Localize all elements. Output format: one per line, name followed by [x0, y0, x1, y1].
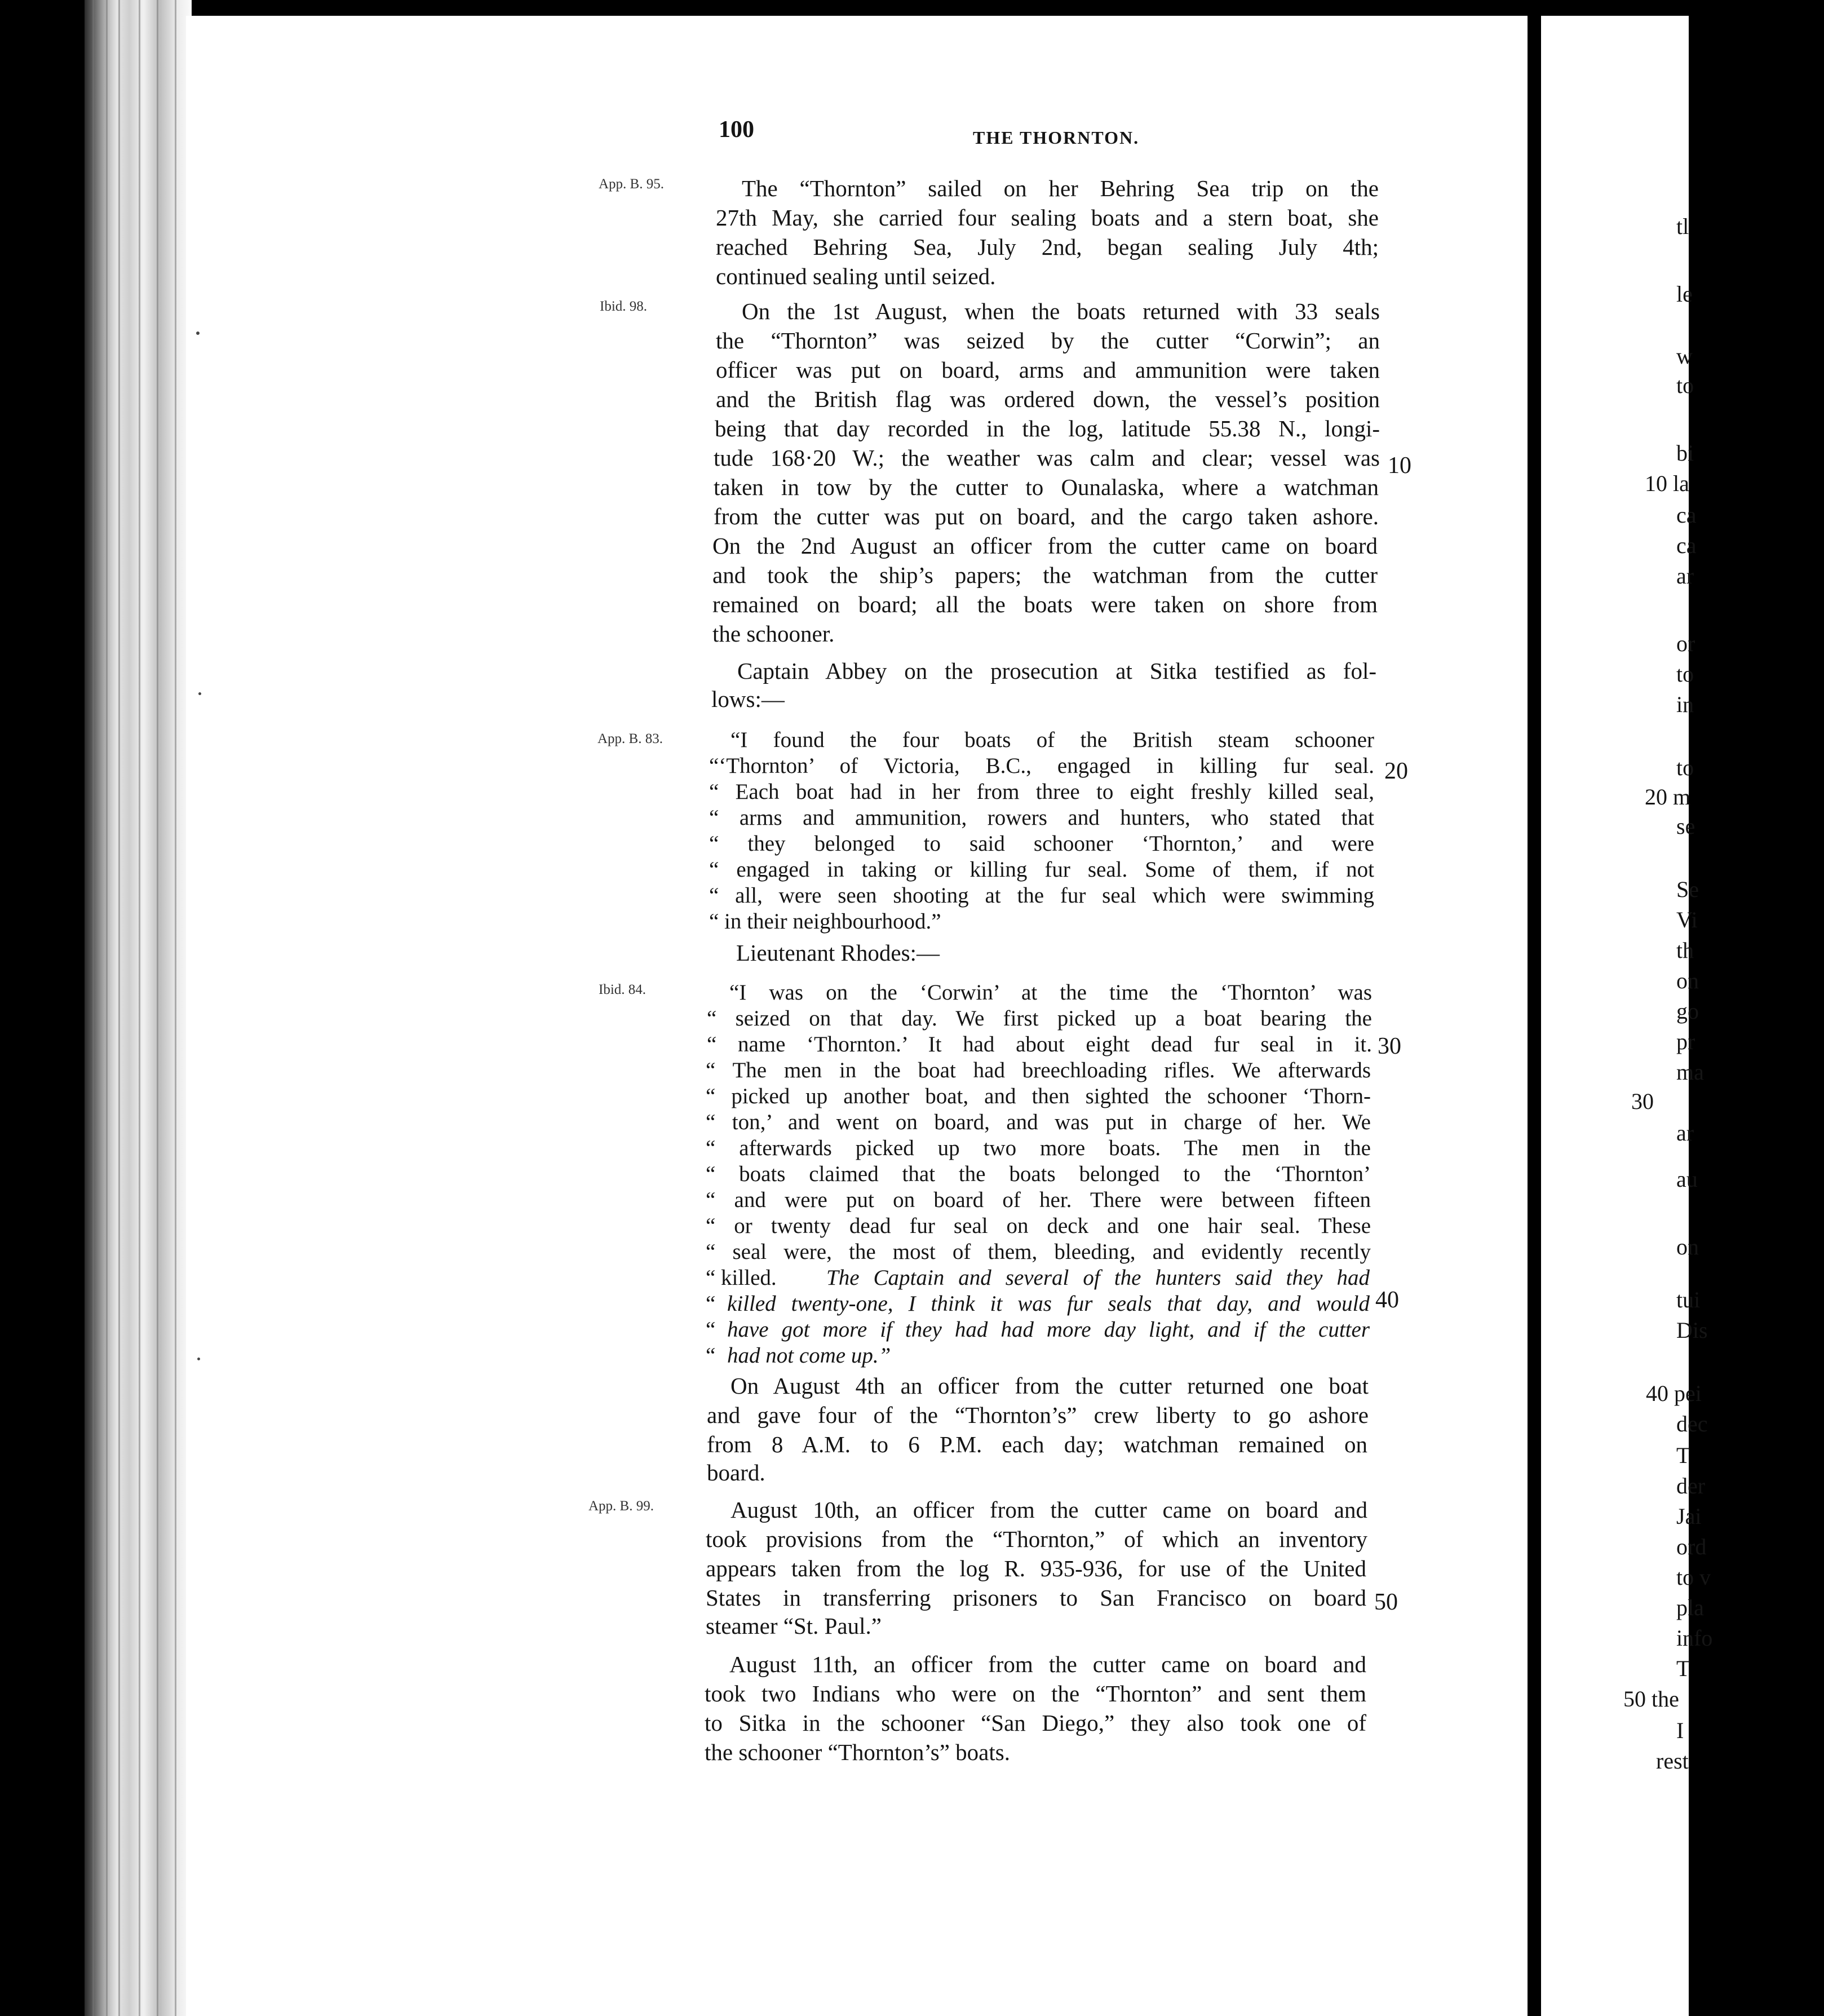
right-page-line: ma: [1676, 1059, 1704, 1085]
margin-ref: Ibid. 84.: [599, 982, 647, 997]
text-line: tude 168·20 W.; the weather was calm and clear; vessel was: [714, 445, 1380, 471]
text-line: the schooner.: [712, 621, 835, 647]
text-line: continued sealing until seized.: [716, 263, 996, 289]
right-page-line: in: [1676, 692, 1694, 717]
right-page-line: se: [1676, 814, 1695, 839]
text-line: and the British flag was ordered down, the vessel’s position: [716, 386, 1380, 412]
right-page-line: ca: [1676, 533, 1697, 558]
right-page-line: rest: [1656, 1748, 1689, 1774]
right-page-line: I: [1676, 1718, 1684, 1743]
text-line: to Sitka in the schooner “San Diego,” they also took one of: [705, 1710, 1366, 1736]
right-page-line: w: [1676, 343, 1693, 369]
quote-mark: “: [706, 1292, 716, 1316]
page-number: 100: [719, 117, 754, 143]
quote-line: “I was on the ‘Corwin’ at the time the ‘Thornton’ was: [729, 980, 1372, 1005]
right-page-line: ca: [1676, 502, 1697, 528]
right-page-line: der: [1676, 1473, 1706, 1498]
right-page-line: 40 pei: [1646, 1381, 1702, 1406]
right-page-line: Vi: [1676, 907, 1698, 932]
quote-line: “‘Thornton’ of Victoria, B.C., engaged in killing fur seal.: [709, 754, 1374, 778]
quote-mark: “: [706, 1318, 716, 1342]
right-page-line: T: [1676, 1443, 1690, 1468]
right-page-line: tui: [1676, 1287, 1701, 1312]
right-page-line: on: [1676, 968, 1699, 993]
text-line: being that day recorded in the log, latitude 55.38 N., longi-: [715, 415, 1380, 441]
text-line: The “Thornton” sailed on her Behring Sea trip on the: [742, 175, 1379, 201]
quote-line: “ boats claimed that the boats belonged to the ‘Thornton’: [706, 1162, 1371, 1186]
right-page-line: dec: [1676, 1411, 1708, 1436]
quote-line-italic: The Captain and several of the hunters said they had: [826, 1266, 1370, 1290]
text-line: On the 1st August, when the boats returned with 33 seals: [742, 298, 1380, 324]
binding-speck: [198, 692, 201, 695]
text-line: board.: [707, 1460, 765, 1486]
quote-line: “ all, were seen shooting at the fur seal which were swimming: [709, 883, 1374, 908]
text-line: taken in tow by the cutter to Ounalaska, where a watchman: [714, 474, 1379, 500]
text-line: lows:—: [711, 686, 785, 712]
right-page-line: pr: [1676, 1029, 1695, 1054]
text-line: On the 2nd August an officer from the cutter came on board: [712, 533, 1378, 559]
right-page-line: to: [1676, 755, 1694, 780]
quote-line: “ killed.: [706, 1266, 777, 1290]
right-page-line: 30: [1631, 1089, 1654, 1114]
right-page-line: 10 la: [1645, 471, 1689, 496]
text-line: steamer “St. Paul.”: [706, 1613, 882, 1639]
right-page-line: th: [1676, 938, 1694, 963]
quote-line: “ and were put on board of her. There were between fifteen: [706, 1188, 1371, 1212]
right-page-line: on: [1676, 1234, 1699, 1259]
quote-line-italic: have got more if they had had more day light, and if the cutter: [727, 1318, 1370, 1342]
quote-line: “ name ‘Thornton.’ It had about eight dead fur seal in it.: [707, 1032, 1372, 1056]
text-line: took provisions from the “Thornton,” of which an inventory: [706, 1526, 1367, 1552]
text-line: August 11th, an officer from the cutter came on board and: [729, 1651, 1366, 1677]
text-line: reached Behring Sea, July 2nd, began sealing July 4th;: [716, 234, 1379, 260]
line-number: 30: [1378, 1033, 1401, 1059]
margin-ref: App. B. 95.: [599, 176, 664, 192]
line-number: 10: [1388, 453, 1411, 479]
text-line: and gave four of the “Thornton’s” crew liberty to go ashore: [707, 1402, 1369, 1428]
quote-line: “ seal were, the most of them, bleeding, and evidently recently: [706, 1240, 1371, 1264]
text-line: August 10th, an officer from the cutter came on board and: [731, 1497, 1367, 1523]
right-page-line: to: [1676, 661, 1694, 687]
book-binding: [85, 0, 192, 2016]
text-line: from 8 A.M. to 6 P.M. each day; watchman remained on: [707, 1431, 1367, 1457]
text-line: Captain Abbey on the prosecution at Sitka testified as fol-: [737, 658, 1376, 684]
quote-line: “ or twenty dead fur seal on deck and one hair seal. These: [706, 1214, 1371, 1238]
binding-speck: [196, 331, 200, 335]
right-page-line: T: [1676, 1656, 1690, 1681]
text-line: 27th May, she carried four sealing boats and a stern boat, she: [716, 205, 1379, 231]
right-page-line: to v: [1676, 1564, 1711, 1590]
quote-line: “ seized on that day. We first picked up a boat bearing the: [707, 1006, 1372, 1031]
right-page-line: tl: [1676, 214, 1689, 239]
quote-line: “ in their neighbourhood.”: [709, 909, 941, 934]
text-line: from the cutter was put on board, and the cargo taken ashore.: [714, 503, 1379, 529]
text-line: On August 4th an officer from the cutter returned one boat: [731, 1373, 1369, 1399]
text-line: appears taken from the log R. 935-936, for use of the United: [706, 1555, 1366, 1581]
text-line: and took the ship’s papers; the watchman from the cutter: [712, 562, 1378, 588]
margin-ref: App. B. 83.: [597, 731, 663, 746]
right-page-line: pla: [1676, 1595, 1704, 1620]
quote-line: “ engaged in taking or killing fur seal. Some of them, if not: [709, 857, 1374, 882]
right-page-line: ord: [1676, 1534, 1707, 1559]
line-number: 50: [1374, 1589, 1398, 1615]
line-number: 40: [1375, 1287, 1399, 1313]
right-page-line: le: [1676, 281, 1693, 307]
running-head: THE THORNTON.: [973, 127, 1140, 148]
quote-line: “ picked up another boat, and then sighted the schooner ‘Thorn-: [706, 1084, 1371, 1108]
quote-line: “ they belonged to said schooner ‘Thornton,’ and were: [709, 832, 1374, 856]
right-page-line: to: [1676, 373, 1694, 398]
quote-line: “ Each boat had in her from three to eight freshly killed seal,: [709, 780, 1374, 804]
text-line: officer was put on board, arms and ammunition were taken: [716, 357, 1380, 383]
quote-line-italic: killed twenty-one, I think it was fur seals that day, and would: [727, 1292, 1370, 1316]
line-number: 20: [1384, 758, 1408, 784]
right-page-line: au: [1676, 1166, 1698, 1192]
quote-mark: “: [706, 1343, 716, 1368]
quote-line: “I found the four boats of the British steam schooner: [731, 728, 1374, 752]
quote-line: “ arms and ammunition, rowers and hunters, who stated that: [709, 806, 1374, 830]
quote-line: “ The men in the boat had breechloading rifles. We afterwards: [706, 1058, 1371, 1082]
text-line: took two Indians who were on the “Thornton” and sent them: [705, 1681, 1366, 1706]
right-page-line: ar: [1676, 563, 1694, 589]
text-line: remained on board; all the boats were taken on shore from: [712, 591, 1378, 617]
right-page-partial: [1541, 16, 1713, 2016]
right-page-line: 50 the: [1623, 1686, 1679, 1712]
right-page-line: 20 m: [1645, 784, 1691, 810]
quote-line: “ afterwards picked up two more boats. The men in the: [706, 1136, 1371, 1160]
right-page-line: Jai: [1676, 1504, 1702, 1529]
right-page-line: or: [1676, 631, 1695, 656]
right-page-line: Dis: [1676, 1318, 1708, 1343]
quote-line: “ ton,’ and went on board, and was put in charge of her. We: [706, 1110, 1371, 1134]
right-page-line: bi: [1676, 440, 1694, 466]
margin-ref: Ibid. 98.: [600, 299, 648, 314]
margin-ref: App. B. 99.: [588, 1498, 654, 1514]
binding-speck: [197, 1358, 200, 1360]
right-page-line: go: [1676, 998, 1699, 1024]
text-line: the “Thornton” was seized by the cutter “Corwin”; an: [716, 328, 1380, 353]
text-line: the schooner “Thornton’s” boats.: [705, 1739, 1010, 1765]
quote-line-italic: had not come up.”: [727, 1343, 891, 1368]
text-line: States in transferring prisoners to San Francisco on board: [706, 1585, 1366, 1611]
right-page-line: info: [1676, 1625, 1713, 1651]
right-page-line: Se: [1676, 877, 1699, 902]
text-line: Lieutenant Rhodes:—: [736, 940, 940, 966]
right-page-line: ar: [1676, 1120, 1694, 1146]
